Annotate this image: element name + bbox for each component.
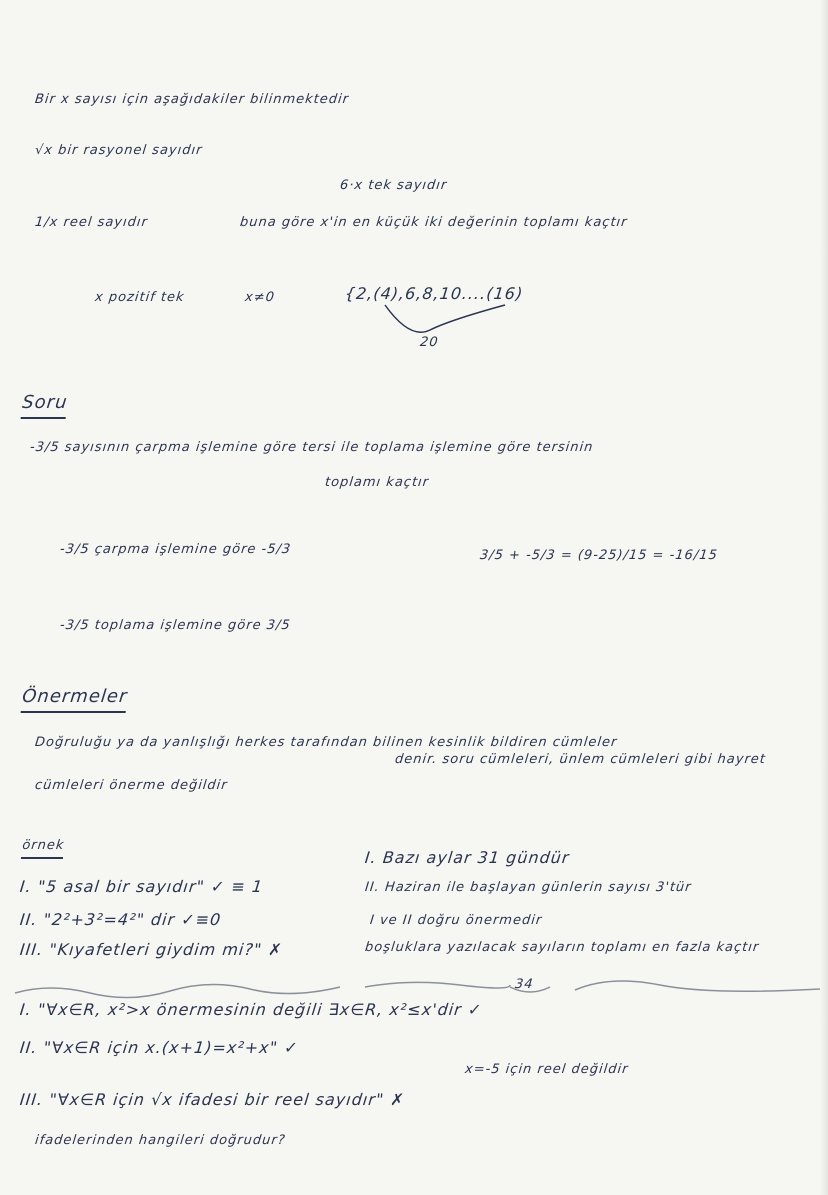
ornek-right-1: I. Bazı aylar 31 gündür (364, 848, 571, 867)
soru-heading: Soru (21, 392, 69, 419)
soru-question-line1: -3/5 sayısının çarpma işlemine göre tersi ile toplama işlemine göre tersinin (29, 440, 595, 455)
problem2-question: ifadelerinden hangileri doğrudur? (34, 1133, 287, 1148)
problem1-note1: x pozitif tek (94, 290, 186, 305)
problem1-fact1: √x bir rasyonel sayıdır (34, 143, 204, 158)
problem2-item-1: I. "∀x∈R, x²>x önermesinin değili ∃x∈R, x²≤x'dir ✓ (19, 1000, 484, 1019)
soru-step2: -3/5 toplama işlemine göre 3/5 (59, 618, 292, 633)
problem1-set: {2,(4),6,8,10....(16) (344, 284, 525, 303)
ornek-right-3: I ve II doğru önermedir (369, 913, 543, 928)
onermeler-heading: Önermeler (21, 686, 129, 713)
ornek-right-2: II. Haziran ile başlayan günlerin sayısı 3'tür (364, 880, 693, 895)
paper-edge (820, 0, 828, 1195)
soru-question-line2: toplamı kaçtır (324, 475, 430, 490)
problem1-fact3: 1/x reel sayıdır (34, 215, 149, 230)
soru-step1: -3/5 çarpma işlemine göre -5/3 (59, 542, 292, 557)
connecting-arc (380, 300, 520, 340)
ornek-left-3: III. "Kıyafetleri giydim mi?" ✗ (19, 940, 284, 959)
soru-calc: 3/5 + -5/3 = (9-25)/15 = -16/15 (479, 548, 719, 563)
problem1-intro: Bir x sayısı için aşağıdakiler bilinmektedir (34, 92, 350, 107)
problem2-item-3: III. "∀x∈R için √x ifadesi bir reel sayıdır" ✗ (19, 1090, 406, 1109)
ornek-right-4: boşluklara yazılacak sayıların toplamı en fazla kaçtır (364, 940, 761, 955)
ornek-left-2: II. "2²+3²=4²" dir ✓≡0 (19, 910, 223, 929)
ornek-left-1: I. "5 asal bir sayıdır" ✓ ≡ 1 (19, 877, 265, 896)
onermeler-def2: denir. soru cümleleri, ünlem cümleleri gibi hayret (394, 752, 767, 767)
ornek-heading: örnek (21, 838, 65, 859)
problem2-note: x=-5 için reel değildir (464, 1062, 630, 1077)
problem1-fact2: 6·x tek sayıdır (339, 178, 449, 193)
problem1-answer: 20 (419, 335, 440, 350)
ornek-right-answer: 34 (514, 977, 535, 992)
problem1-note2: x≠0 (244, 290, 276, 305)
onermeler-def1: Doğruluğu ya da yanlışlığı herkes tarafından bilinen kesinlik bildiren cümleler (34, 735, 619, 750)
onermeler-def3: cümleleri önerme değildir (34, 778, 229, 793)
problem2-item-2: II. "∀x∈R için x.(x+1)=x²+x" ✓ (19, 1038, 300, 1057)
problem1-question: buna göre x'in en küçük iki değerinin toplamı kaçtır (239, 215, 629, 230)
